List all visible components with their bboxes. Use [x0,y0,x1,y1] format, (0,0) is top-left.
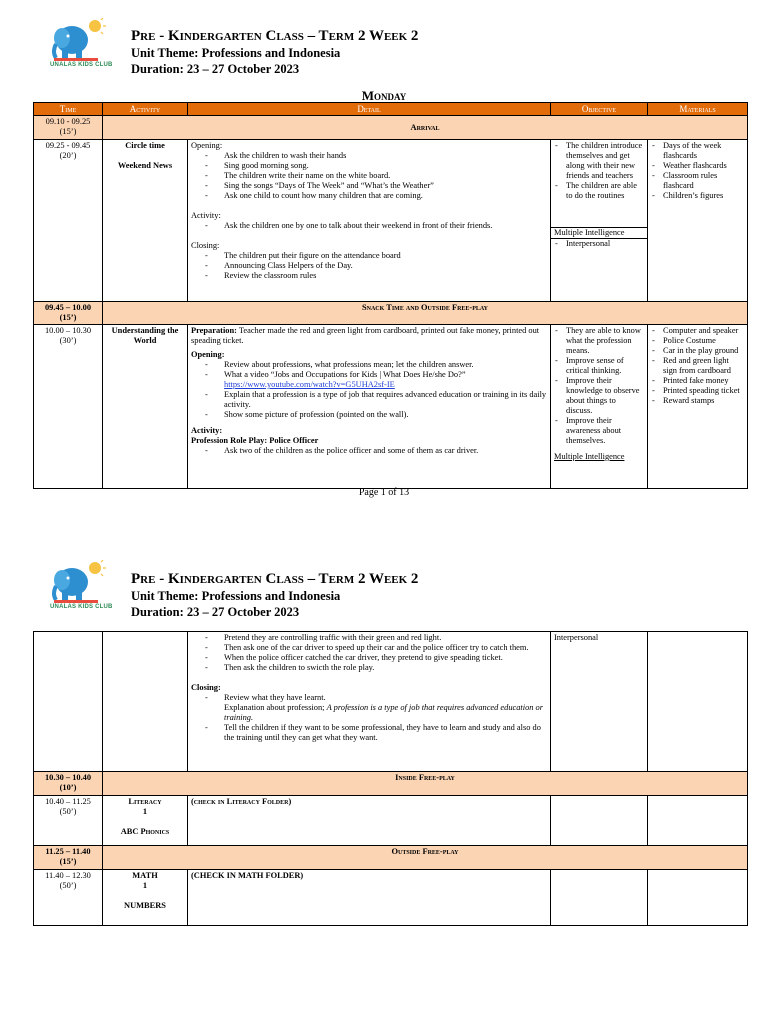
band-title: Outside Free-play [103,846,748,870]
activity-list [191,221,547,231]
time-cell: 09.10 - 09.25 (15’) [34,116,103,140]
closing-list [191,251,547,281]
list-item: - Explain that a profession is a type of job that requires advanced education or training in its daily activity. [191,390,547,410]
list-item: - Pretend they are controlling traffic with their green and red light. [191,633,547,643]
list-item: - Ask two of the children as the police officer and some of them as car driver. [191,446,547,456]
list-item: - They are able to know what the profession means. [554,326,644,356]
outside-freeplay-row [34,846,748,870]
logo-text: UNALAS KIDS CLUB [50,62,113,68]
list-item: - Review the classroom rules [191,271,547,281]
list-item: - Improve their knowledge to observe about things to discuss. [554,376,644,416]
list-item: - Ask the children one by one to talk about their weekend in front of their friends. [191,221,547,231]
objective-cell [551,140,648,302]
list-item: - Printed fake money [651,376,744,386]
list-item: - The children introduce themselves and get along with their new friends and teachers [554,141,644,181]
closing-list [191,693,547,743]
activity-cell: Understanding the World [103,325,188,489]
detail-cell: Opening: - Ask the children to wash their hands - Sing good morning song. - The children write their name on the white board. - Sing the songs “Days of The Week” and “What’s the Weather” - Ask one child to count how many children that are coming. Activity: - Ask the children one by one to talk about their weekend in front of their friends. Closing: - The children put their figure on the attendance board - Announcing Class Helpers of the Day. - Review the classroom rules [188,140,551,302]
inside-freeplay-row [34,772,748,796]
objective-cell [551,325,648,489]
school-logo [48,18,113,76]
page-2 [0,540,768,1024]
page-1 [0,0,768,508]
band-title: Inside Free-play [103,772,748,796]
time-cell: 11.40 – 12.30 (50’) [34,870,103,926]
band-title: Snack Time and Outside Free-play [103,302,748,325]
list-item: - Classroom rules flashcard [651,171,744,191]
understanding-world-row [34,325,748,489]
list-item: - Children’s figures [651,191,744,201]
duration: Duration: 23 – 27 October 2023 [131,62,300,76]
list-item: - Printed speading ticket [651,386,744,396]
video-link[interactable]: https://www.youtube.com/watch?v=G5UHA2sf-IE [224,380,395,389]
detail-cell: (check in Literacy Folder) [188,796,551,846]
opening-list [191,151,547,201]
activity-cell: Literacy 1 ABC Phonics [103,796,188,846]
unit-theme: Unit Theme: Professions and Indonesia [131,46,341,60]
list-item: - Show some picture of profession (pointed on the wall). [191,410,547,420]
list-item: - Improve sense of critical thinking. [554,356,644,376]
band-title: Arrival [103,116,748,140]
literacy-row [34,796,748,846]
col-activity: Activity [103,103,188,116]
logo-text: UNALAS KIDS CLUB [50,604,113,610]
list-item: - What a video “Jobs and Occupations for Kids | What Does He/she Do?” https://www.youtube.com/watch?v=G5UHA2sf-IE [191,370,547,390]
list-item: - Review what they have learnt. Explanation about profession; A profession is a type of job that requires advanced education or training. [191,693,547,723]
activity-list [191,633,547,673]
list-item: - Red and green light sign from cardboard [651,356,744,376]
list-item: - Then ask the children to swicth the role play. [191,663,547,673]
multiple-intelligence-label: Multiple Intelligence [551,227,647,239]
detail-cell: - Pretend they are controlling traffic with their green and red light. - Then ask one of the car driver to speed up their car and the police officer try to catch them. - When the police officer catched the car driver, they pretend to give speading ticket. - Then ask the children to swicth the role play. Closing: - Review what they have learnt. Explanation about profession; A profession is a type of job that requires advanced education or training. - Tell the children if they want to be some professional, they have to learn and study and also do the training until they can get what they want. [188,632,551,772]
col-detail: Detail [188,103,551,116]
detail-cell: (CHECK IN MATH FOLDER) [188,870,551,926]
list-item: - Sing good morning song. [191,161,547,171]
page-number: Page 1 of 13 [358,487,410,498]
time-cell: 09.25 - 09.45 (20’) [34,140,103,302]
list-item: - The children put their figure on the attendance board [191,251,547,261]
list-item: - Reward stamps [651,396,744,406]
objective-cell: Interpersonal [551,632,648,772]
snack-row [34,302,748,325]
multiple-intelligence-label: Multiple Intelligence [554,452,625,461]
school-logo [48,560,113,618]
lesson-plan-table [33,631,748,926]
list-item: - Computer and speaker [651,326,744,336]
continued-row [34,632,748,772]
elephant-logo-icon [48,18,113,68]
activity-cell: MATH 1 NUMBERS [103,870,188,926]
time-cell: 10.40 – 11.25 (50’) [34,796,103,846]
unit-theme: Unit Theme: Professions and Indonesia [131,589,341,603]
math-row [34,870,748,926]
list-item: - Days of the week flashcards [651,141,744,161]
list-item: - The children are able to do the routines [554,181,644,201]
list-item: - Car in the play ground [651,346,744,356]
materials-cell [648,140,748,302]
list-item: - Ask one child to count how many children that are coming. [191,191,547,201]
class-title: Pre - Kindergarten Class – Term 2 Week 2 [131,571,419,587]
list-item: - Review about professions, what professions mean; let the children answer. [191,360,547,370]
materials-cell [648,325,748,489]
activity-list [191,446,547,456]
class-title: Pre - Kindergarten Class – Term 2 Week 2 [131,28,419,44]
circle-time-row [34,140,748,302]
list-item: - Interpersonal [554,239,644,249]
lesson-plan-table [33,102,748,489]
day-title: Monday [361,88,407,103]
time-cell: 11.25 – 11.40 (15’) [34,846,103,870]
list-item: - When the police officer catched the car driver, they pretend to give speading ticket. [191,653,547,663]
col-time: Time [34,103,103,116]
list-item: - Police Costume [651,336,744,346]
list-item: - Then ask one of the car driver to speed up their car and the police officer try to catch them. [191,643,547,653]
opening-list [191,360,547,420]
arrival-row [34,116,748,140]
list-item: - Ask the children to wash their hands [191,151,547,161]
table-header-row [34,103,748,116]
elephant-logo-icon [48,560,113,610]
col-objective: Objective [551,103,648,116]
activity-cell: Circle time Weekend News [103,140,188,302]
list-item: - Tell the children if they want to be some professional, they have to learn and study and also do the training until they can get what they want. [191,723,547,743]
list-item: - Improve their awareness about themselves. [554,416,644,446]
list-item: - Weather flashcards [651,161,744,171]
time-cell: 10.00 – 10.30 (30’) [34,325,103,489]
list-item: - The children write their name on the white board. [191,171,547,181]
document-header [131,570,418,620]
time-cell: 10.30 – 10.40 (10’) [34,772,103,796]
detail-cell: Preparation: Teacher made the red and green light from cardboard, printed out fake money, printed out speading ticket. Opening: - Review about professions, what professions mean; let the children answer. - What a video “Jobs and Occupations for Kids | What Does He/she Do?” https://www.youtube.com/watch?v=G5UHA2sf-IE - Explain that a profession is a type of job that requires advanced education or training in its daily activity. - Show some picture of profession (pointed on the wall). Activity: Profession Role Play: Police Officer - Ask two of the children as the police officer and some of them as car driver. [188,325,551,489]
col-materials: Materials [648,103,748,116]
time-cell: 09.45 – 10.00 (15’) [34,302,103,325]
document-header [131,27,418,77]
list-item: - Sing the songs “Days of The Week” and “What’s the Weather” [191,181,547,191]
list-item: - Announcing Class Helpers of the Day. [191,261,547,271]
duration: Duration: 23 – 27 October 2023 [131,605,300,619]
